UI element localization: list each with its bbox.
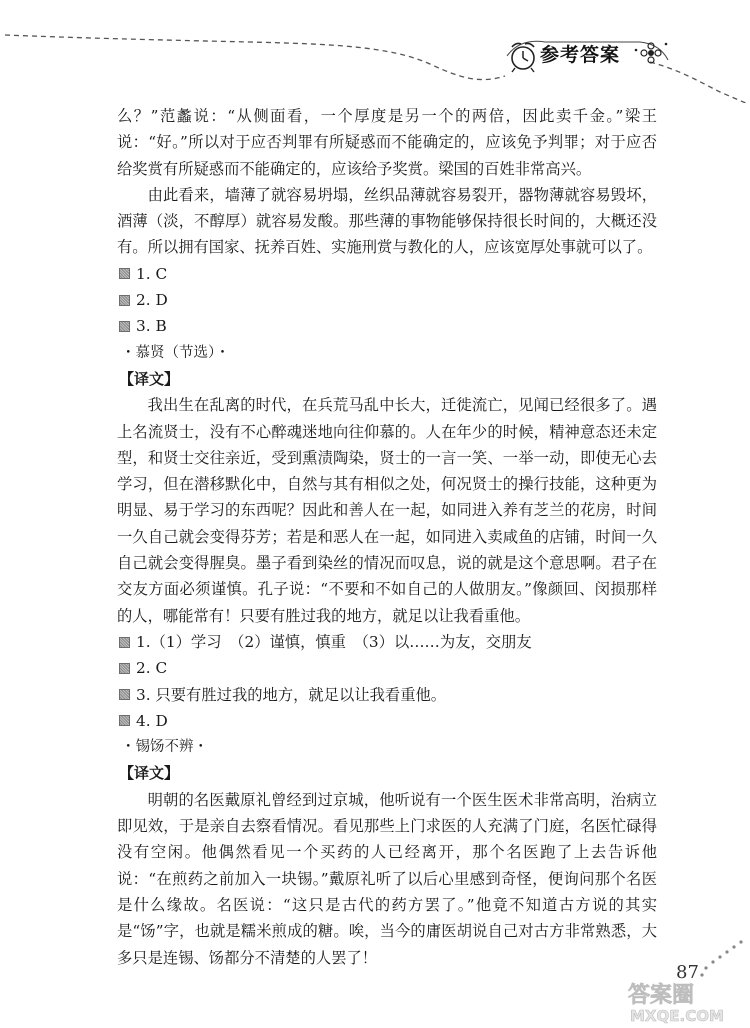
header-decoration [0,0,750,103]
watermark-logo [624,978,746,1024]
answer-item: 3. 只要有胜过我的地方，就足以让我看重他。 [117,682,657,708]
dashed-wave-line [5,35,505,80]
translation-paragraph: 我出生在乱离的时代，在兵荒马乱中长大，迁徙流亡，见闻已经很多了。遇上名流贤士，没有不心醉魂迷地向往仰慕的。人在年少的时候，精神意态还未定型，和贤士交往亲近，受到熏渍陶染，贤士的一言一笑、一举一动，即使无心去学习，但在潜移默化中，自然与其有相似之处，何况贤士的操行技能，这种更为明显、易于学习的东西呢？因此和善人在一起，如同进入养有芝兰的花房，时间一久自己就会变得芬芳；若是和恶人在一起，如同进入卖咸鱼的店铺，时间一久自己就会变得腥臭。墨子看到染丝的情况而叹息，说的就是这个意思啊。君子在交友方面必须谨慎。孔子说：“不要和不如自己的人做朋友。”像颜回、闵损那样的人，哪能常有！只要有胜过我的地方，就足以让我看重他。 [117,396,657,625]
dashed-wave-line [650,62,748,103]
header-title: 参考答案 [540,44,621,66]
answer-marker-icon [119,321,130,332]
section-title: ・锡饧不辨・ [121,739,208,756]
answer-marker-icon [119,663,130,674]
continuation-paragraph: 么？”范蠡说：“从侧面看，一个厚度是另一个的两倍，因此卖千金。”梁王说：“好。”所以对于应否判罪有所疑惑而不能确定的，应该免予判罪；对于应否给奖赏有所疑惑而不能确定的，应该给予奖赏。梁国的百姓非常高兴。 [117,107,657,178]
svg-text:MXQE.COM: MXQE.COM [630,1007,724,1024]
page-number: 87 [676,962,699,983]
answer-item: 3. B [117,313,657,339]
answer-marker-icon [119,637,130,648]
svg-text:答案圈: 答案圈 [628,983,695,1008]
answer-item: 4. D [117,708,657,734]
answer-item: 1. C [117,261,657,287]
page-content [117,103,657,971]
commentary-paragraph: 由此看来，墙薄了就容易坍塌，丝织品薄就容易裂开，器物薄就容易毁坏，酒薄（淡，不醇厚）就容易发酸。那些薄的事物能够保持很长时间的，大概还没有。所以拥有国家、抚养百姓、实施刑赏与教化的人，应该宽厚处事就可以了。 [117,185,657,257]
answer-marker-icon [119,715,130,726]
answer-item: 2. C [117,655,657,681]
translation-paragraph: 明朝的名医戴原礼曾经到过京城，他听说有一个医生医术非常高明，治病立即见效，于是亲自去察看情况。看见那些上门求医的人充满了门庭，名医忙碌得没有空闲。他偶然看见一个买药的人已经离开，那个名医跑了上去告诉他说：“在煎药之前加入一块锡。”戴原礼听了以后心里感到奇怪，便询问那个名医是什么缘故。名医说：“这只是古代的药方罢了。”他竟不知道古方说的其实是“饧”字，也就是糯米煎成的糖。唉，当今的庸医胡说自己对古方非常熟悉，大多只是连锡、饧都分不清楚的人罢了！ [117,790,657,967]
translation-label: 【译文】 [119,369,180,388]
answer-marker-icon [119,689,130,700]
answer-marker-icon [119,268,130,279]
answer-marker-icon [119,295,130,306]
answer-item: 2. D [117,287,657,313]
answer-item: 1.（1）学习 （2）谨慎，慎重 （3）以……为友，交朋友 [117,629,657,655]
translation-label: 【译文】 [119,764,180,783]
flower-icon [635,43,668,63]
section-title: ・慕贤（节选）・ [121,344,230,361]
